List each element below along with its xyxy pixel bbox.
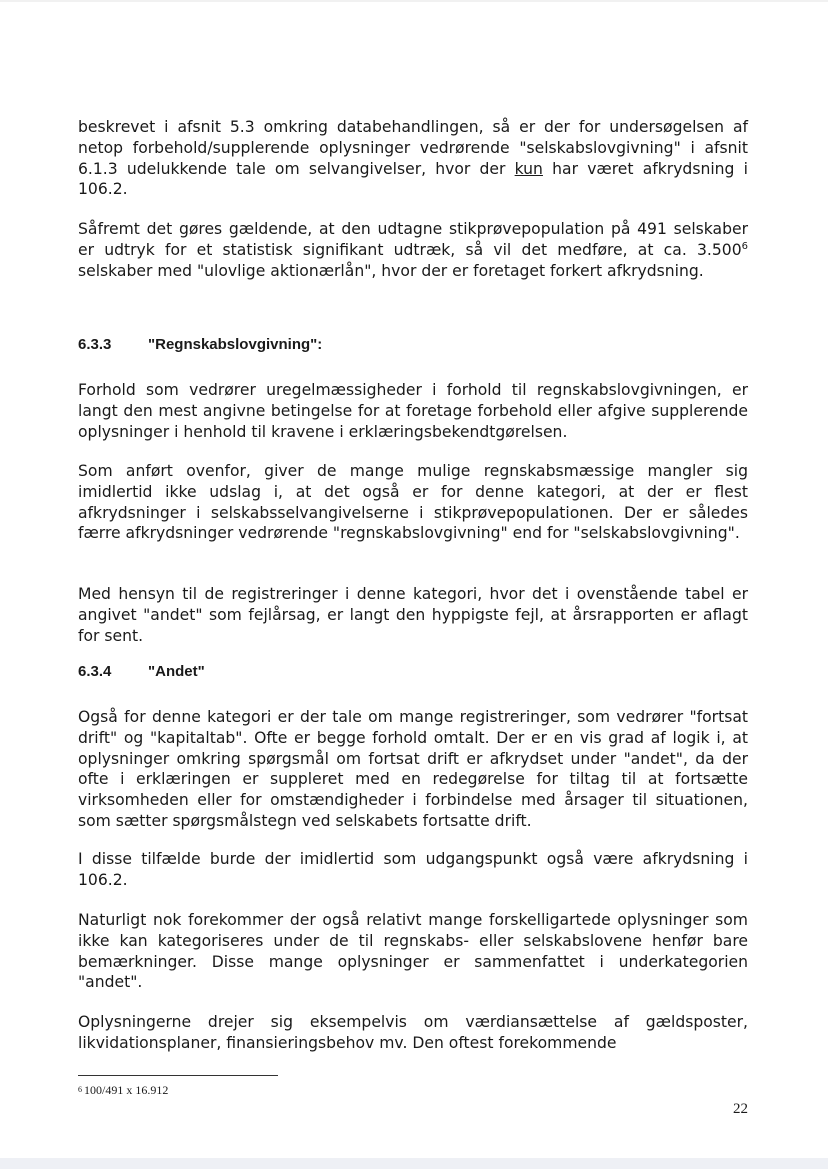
paragraph-5: Med hensyn til de registreringer i denne kategori, hvor det i ovenstående tabel er angivet "andet" som fejlårsag, er langt den hyppigste fejl, at årsrapporten er aflagt for sent. <box>78 585 748 645</box>
paragraph-7: I disse tilfælde burde der imidlertid som udgangspunkt også være afkrydsning i 106.2. <box>78 850 748 889</box>
section-title: "Regnskabslovgivning": <box>148 336 323 353</box>
scan-edge <box>0 1158 828 1169</box>
underlined-word: kun <box>514 159 543 178</box>
page-number: 22 <box>733 1101 748 1117</box>
paragraph-4: Som anført ovenfor, giver de mange mulige regnskabsmæssige mangler sig imidlertid ikke udslag i, at det også er for denne kategori, at der er flest afkrydsninger i selskabsselvangivelserne i stikprøvepopulationen. Der er således færre afkrydsninger vedrørende "regnskabslovgivning" end for "selskabslovgivning". <box>78 462 748 543</box>
paragraph-1-text: beskrevet i afsnit 5.3 omkring databehandlingen, så er der for undersøgelsen af netop forbehold/supplerende oplysninger vedrørende "selskabslovgivning" i afsnit 6.1.3 udelukkende tale om selvangivelser, hvor der <box>78 118 748 178</box>
paragraph-8: Naturligt nok forekommer der også relativt mange forskelligartede oplysninger som ikke kan kategoriseres under de til regnskabs- eller selskabslovene henfør bare bemærkninger. Disse mange oplysninger er sammenfattet i underkategorien "andet". <box>78 911 748 992</box>
paragraph-1 <box>78 117 748 200</box>
paragraph-2 <box>78 219 748 281</box>
section-heading-6-3-4 <box>78 662 205 682</box>
footnote-divider <box>78 1075 278 1076</box>
paragraph-9: Oplysningerne drejer sig eksempelvis om værdiansættelse af gældsposter, likvidationsplaner, finansieringsbehov mv. Den oftest forekommende <box>78 1013 748 1052</box>
footnote-marker: 6 <box>78 1085 82 1094</box>
paragraph-2-text: Såfremt det gøres gældende, at den udtagne stikprøvepopulation på 491 selskaber er udtryk for et statistisk signifikant udtræk, så vil det medføre, at ca. 3.500 <box>78 220 748 259</box>
footnote-reference[interactable]: 6 <box>741 240 748 252</box>
section-number: 6.3.4 <box>78 663 112 680</box>
footnote <box>78 1083 168 1097</box>
paragraph-2-tail: selskaber med "ulovlige aktionærlån", hvor der er foretaget forkert afkrydsning. <box>78 261 704 280</box>
paragraph-6: Også for denne kategori er der tale om mange registreringer, som vedrører "fortsat drift" og "kapitaltab". Ofte er begge forhold omtalt. Der er en vis grad af logik i, at oplysninger omkring spørgsmål om fortsat drift er afkrydset under "andet", da der ofte i erklæringen er suppleret med en redegørelse for tiltag til at fortsætte virksomheden eller for omstændigheder i forbindelse med årsager til situationen, som sætter spørgsmålstegn ved selskabets fortsatte drift. <box>78 708 748 830</box>
section-title: "Andet" <box>148 663 205 680</box>
footnote-text: 100/491 x 16.912 <box>84 1083 169 1097</box>
section-heading-6-3-3 <box>78 335 322 355</box>
top-edge <box>0 0 828 2</box>
paragraph-3: Forhold som vedrører uregelmæssigheder i forhold til regnskabslovgivningen, er langt den mest angivne betingelse for at foretage forbehold eller afgive supplerende oplysninger i henhold til kravene i erklæringsbekendtgørelsen. <box>78 381 748 441</box>
section-number: 6.3.3 <box>78 336 112 353</box>
paragraph-1-tail: har været afkrydsning i 106.2. <box>78 159 748 199</box>
